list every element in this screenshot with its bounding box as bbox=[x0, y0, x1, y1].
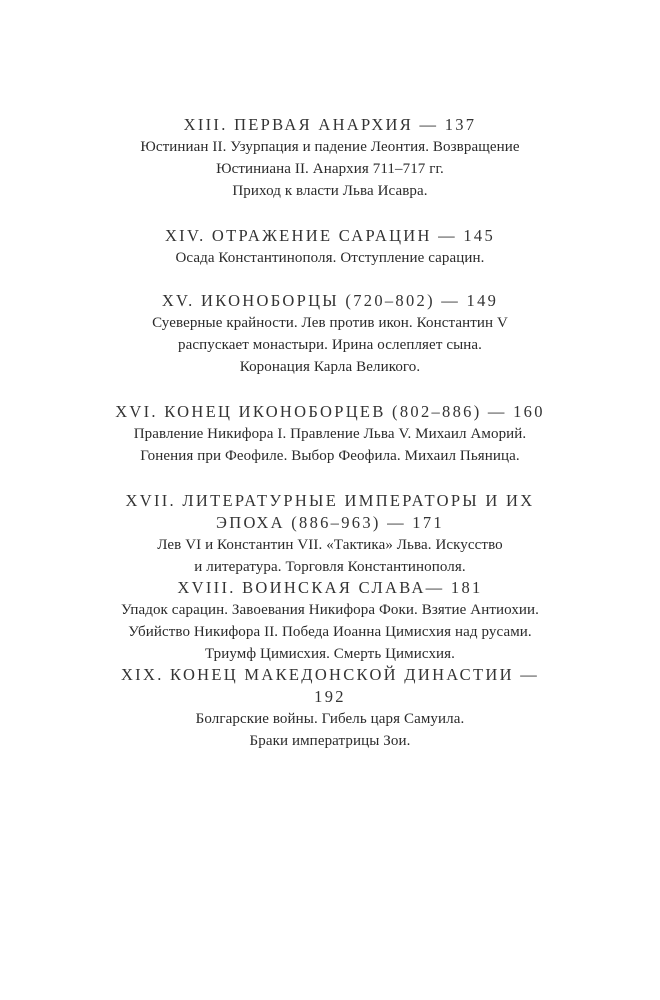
chapter-summary: Правление Никифора I. Правление Льва V. Михаил Аморий. bbox=[133, 426, 527, 442]
chapter-heading: XIV. ОТРАЖЕНИЕ САРАЦИН — 145 bbox=[164, 226, 496, 245]
chapter-summary: Юстиниан II. Узурпация и падение Леонтия. Возвращение bbox=[140, 139, 520, 155]
toc-entry-xvi bbox=[0, 401, 660, 467]
chapter-summary: Приход к власти Льва Исавра. bbox=[232, 183, 428, 199]
chapter-summary: Гонения при Феофиле. Выбор Феофила. Михаил Пьяница. bbox=[140, 448, 520, 464]
toc-entry-xiv bbox=[0, 225, 660, 269]
chapter-heading: XIII. ПЕРВАЯ АНАРХИЯ — 137 bbox=[183, 115, 477, 134]
chapter-summary: Триумф Цимисхия. Смерть Цимисхия. bbox=[204, 646, 456, 662]
chapter-heading: XIX. КОНЕЦ МАКЕДОНСКОЙ ДИНАСТИИ — bbox=[120, 665, 540, 684]
chapter-heading: 192 bbox=[314, 687, 346, 706]
chapter-summary: Упадок сарацин. Завоевания Никифора Фоки. Взятие Антиохии. bbox=[120, 602, 540, 618]
chapter-heading: XV. ИКОНОБОРЦЫ (720–802) — 149 bbox=[161, 291, 499, 310]
toc-entry-xv bbox=[0, 290, 660, 378]
chapter-heading: ЭПОХА (886–963) — 171 bbox=[216, 513, 444, 532]
chapter-summary: Осада Константинополя. Отступление сарацин. bbox=[175, 250, 485, 266]
chapter-summary: Коронация Карла Великого. bbox=[239, 359, 421, 375]
chapter-heading: XVII. ЛИТЕРАТУРНЫЕ ИМПЕРАТОРЫ И ИХ bbox=[125, 491, 535, 510]
chapter-heading: XVI. КОНЕЦ ИКОНОБОРЦЕВ (802–886) — 160 bbox=[115, 402, 545, 421]
chapter-summary: распускает монастыри. Ирина ослепляет сына. bbox=[178, 337, 482, 353]
chapter-summary: Болгарские войны. Гибель царя Самуила. bbox=[195, 711, 465, 727]
chapter-summary: Убийство Никифора II. Победа Иоанна Цимисхия над русами. bbox=[128, 624, 532, 640]
chapter-summary: Браки императрицы Зои. bbox=[249, 733, 411, 749]
chapter-summary: и литература. Торговля Константинополя. bbox=[194, 559, 466, 575]
toc-entry-xix bbox=[0, 664, 660, 752]
toc-entry-xiii bbox=[0, 114, 660, 202]
chapter-summary: Лев VI и Константин VII. «Тактика» Льва. Искусство bbox=[157, 537, 503, 553]
toc-entry-xviii bbox=[0, 577, 660, 665]
toc-entry-xvii bbox=[0, 490, 660, 578]
chapter-heading: XVIII. ВОИНСКАЯ СЛАВА— 181 bbox=[177, 578, 483, 597]
chapter-summary: Юстиниана II. Анархия 711–717 гг. bbox=[216, 161, 444, 177]
chapter-summary: Суеверные крайности. Лев против икон. Константин V bbox=[152, 315, 508, 331]
